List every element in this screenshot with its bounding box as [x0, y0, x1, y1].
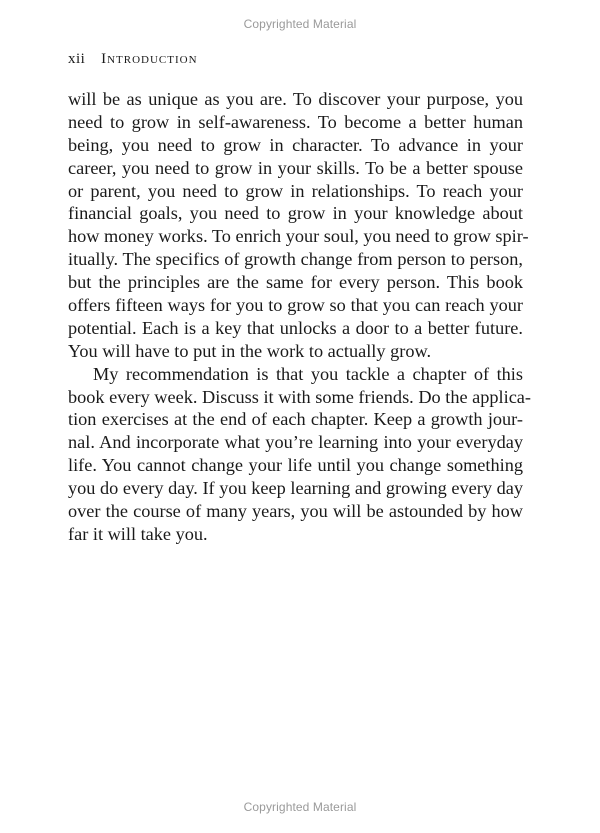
text-line: will be as unique as you are. To discover your purpose, you [68, 89, 523, 109]
copyright-watermark-top: Copyrighted Material [243, 17, 357, 31]
text-line: book every week. Discuss it with some friends. Do the applica- [68, 386, 532, 407]
body-text [68, 88, 532, 546]
text-line: My recommendation is that you tackle a chapter of this [93, 363, 523, 384]
copyright-watermark-bottom: Copyrighted Material [243, 800, 357, 814]
text-line: need to grow in self-awareness. To become a better human [68, 111, 523, 132]
page-number: xii [68, 51, 86, 67]
text-line: being, you need to grow in character. To advance in your [68, 134, 523, 155]
text-line: career, you need to grow in your skills. To be a better spouse [68, 157, 523, 178]
text-line: life. You cannot change your life until you change something [68, 455, 523, 476]
text-line: tion exercises at the end of each chapter. Keep a growth jour- [68, 409, 523, 430]
text-line: You will have to put in the work to actually grow. [68, 340, 432, 361]
section-title: Introduction [101, 51, 198, 67]
paragraph-2 [68, 363, 532, 546]
text-line: how money works. To enrich your soul, you need to grow spir- [68, 226, 529, 247]
text-line: over the course of many years, you will be astounded by how [68, 501, 523, 522]
text-line: far it will take you. [68, 523, 208, 544]
text-line: itually. The specifics of growth change from person to person, [68, 249, 523, 270]
text-line: nal. And incorporate what you’re learning into your everyday [68, 432, 523, 453]
text-line: financial goals, you need to grow in your knowledge about [68, 203, 523, 224]
text-line: offers fifteen ways for you to grow so that you can reach your [68, 295, 523, 316]
running-head [68, 51, 198, 68]
text-line: potential. Each is a key that unlocks a door to a better future. [68, 317, 523, 338]
paragraph-1 [68, 88, 529, 363]
text-line: you do every day. If you keep learning and growing every day [68, 478, 523, 499]
text-line: or parent, you need to grow in relationships. To reach your [68, 180, 523, 201]
text-line: but the principles are the same for every person. This book [68, 272, 523, 293]
